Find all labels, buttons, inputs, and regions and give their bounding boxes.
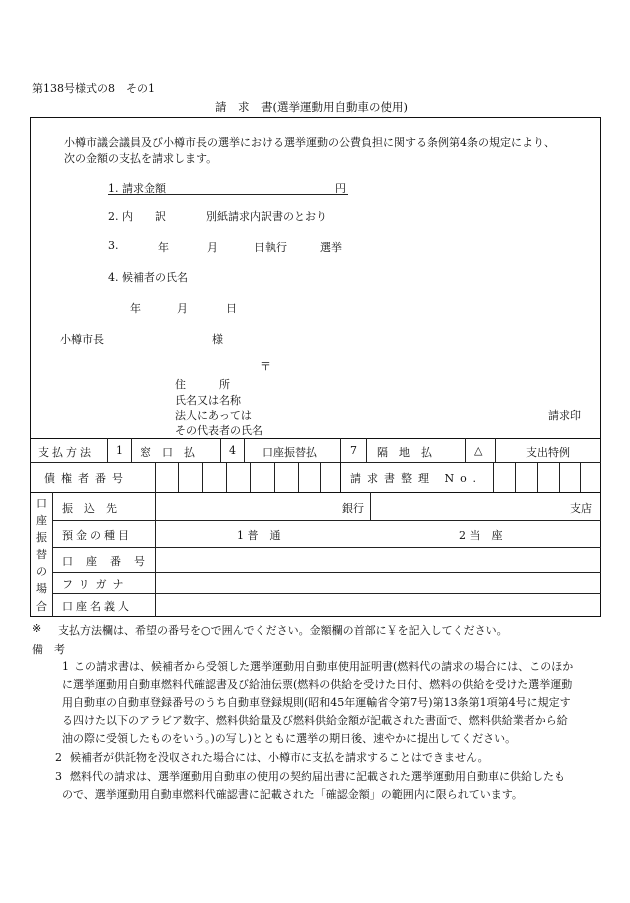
account-number-label: 口座番号 <box>62 555 158 568</box>
date-year: 年 <box>130 302 141 315</box>
election-suffix: 選挙 <box>320 241 342 254</box>
transfer-destination-label: 振 込 先 <box>62 502 117 515</box>
branch-suffix: 支店 <box>570 502 592 515</box>
table-top-line <box>30 438 601 439</box>
breakdown-value: 別紙請求内訳書のとおり <box>206 210 327 223</box>
seal-label: 請求印 <box>548 409 581 422</box>
honorific: 様 <box>212 333 223 346</box>
intro-line-1: 小樽市議会議員及び小樽市長の選挙における選挙運動の公費負担に関する条例第4条の規定により、 <box>64 136 555 149</box>
invoice-box-5 <box>580 462 581 492</box>
claim-amount-label: 1. 請求金額 <box>108 182 166 195</box>
transfer-side-label-1: 口 <box>36 497 47 510</box>
remark-2-number: 2 <box>55 751 62 764</box>
creditor-box-1 <box>178 462 179 492</box>
transfer-side-label-3: 振 <box>36 531 47 544</box>
creditor-invoice-sep <box>340 462 341 492</box>
claim-amount-underline <box>108 194 348 195</box>
creditor-box-6 <box>298 462 299 492</box>
pay-option-7-number: 7 <box>350 444 357 457</box>
pay-option-4-number: 4 <box>229 444 236 457</box>
creditor-box-2 <box>202 462 203 492</box>
table-row-line-3 <box>52 520 601 521</box>
pay-option-7-label[interactable]: 隔 地 払 <box>377 446 432 459</box>
transfer-side-label-5: の <box>36 565 47 578</box>
side-label-sep <box>52 492 53 617</box>
transfer-side-label-4: 替 <box>36 548 47 561</box>
invoice-box-4 <box>559 462 560 492</box>
pay-sep-4 <box>244 438 245 462</box>
invoice-box-1 <box>493 462 494 492</box>
triangle-mark: △ <box>474 444 483 457</box>
account-holder-label: 口座名義人 <box>62 600 132 613</box>
creditor-number-label: 債権者番号 <box>44 472 129 485</box>
payment-note: 支払方法欄は、希望の番号を○で囲んでください。金額欄の首部に￥を記入してください。 <box>58 624 508 637</box>
creditor-box-4 <box>250 462 251 492</box>
candidate-name-label: 4. 候補者の氏名 <box>108 271 188 284</box>
page-title: 請 求 書(選挙運動用自動車の使用) <box>215 100 408 114</box>
pay-sep-6 <box>366 438 367 462</box>
remark-1-line-3: 用自動車の自動車登録番号のうち自動車登録規則(昭和45年運輸省令第7号)第13条第1項第4号に規定す <box>62 696 571 709</box>
transfer-side-label-7: 合 <box>36 600 47 613</box>
pay-sep-7 <box>465 438 466 462</box>
remark-1-line-4: る四けた以下のアラビア数字、燃料供給量及び燃料供給金額が記載された書面で、燃料供給業者から給 <box>62 714 568 727</box>
creditor-box-3 <box>226 462 227 492</box>
table-row-line-5 <box>52 572 601 573</box>
transfer-side-label-2: 座 <box>36 514 47 527</box>
remark-1-line-5: 油の際に受領したものをいう。)の写し)とともに選挙の期日後、速やかに提出してください。 <box>62 732 517 745</box>
intro-line-2: 次の金額の支払を請求します。 <box>64 152 218 165</box>
creditor-label-sep <box>155 462 156 492</box>
election-number: 3. <box>108 239 119 252</box>
name-label: 氏名又は名称 <box>175 394 241 407</box>
remark-1-line-1: この請求書は、候補者から受領した選挙運動用自動車使用証明書(燃料代の請求の場合には、このほか <box>74 660 574 673</box>
remark-2-line-1: 候補者が供託物を没収された場合には、小樽市に支払を請求することはできません。 <box>70 751 489 764</box>
table-row-line-2 <box>30 492 601 493</box>
invoice-box-3 <box>537 462 538 492</box>
table-row-line-4 <box>52 547 601 548</box>
remark-3-number: 3 <box>55 770 62 783</box>
pay-option-1-number: 1 <box>116 444 123 457</box>
invoice-box-2 <box>515 462 516 492</box>
pay-option-4-label[interactable]: 口座振替払 <box>262 446 317 459</box>
note-mark: ※ <box>32 622 42 635</box>
claim-amount-unit: 円 <box>335 182 346 195</box>
furigana-label: フリガナ <box>62 578 130 591</box>
date-day: 日 <box>226 302 237 315</box>
breakdown-label: 2. 内 訳 <box>108 210 166 223</box>
remark-3-line-1: 燃料代の請求は、選挙運動用自動車の使用の契約届出書に記載された選挙運動用自動車に供給したも <box>70 770 565 783</box>
election-month: 月 <box>207 241 218 254</box>
creditor-box-7 <box>320 462 321 492</box>
corp-label: 法人にあっては <box>175 409 252 422</box>
postal-mark: 〒 <box>260 360 271 373</box>
remarks-heading: 備 考 <box>32 643 65 656</box>
pay-sep-3 <box>220 438 221 462</box>
pay-sep-5 <box>340 438 341 462</box>
remark-3-line-2: ので、選挙運動用自動車燃料代確認書に記載された「確認金額」の範囲内に限られています。 <box>62 788 523 801</box>
transfer-side-label-6: 場 <box>36 582 47 595</box>
pay-method-label: 支払方法 <box>38 446 94 459</box>
addressee: 小樽市長 <box>60 333 104 346</box>
election-year: 年 <box>158 241 169 254</box>
bank-branch-sep <box>370 492 371 520</box>
deposit-option-current[interactable]: 2 当 座 <box>459 529 503 542</box>
representative-label: その代表者の氏名 <box>175 424 263 437</box>
pay-sep-1 <box>107 438 108 462</box>
special-expenditure-label: 支出特例 <box>526 446 570 459</box>
remark-1-number: 1 <box>62 660 69 673</box>
election-day: 日執行 <box>254 241 287 254</box>
form-number: 第138号様式の8 その1 <box>32 82 155 95</box>
pay-option-1-label[interactable]: 窓 口 払 <box>140 446 195 459</box>
bank-suffix: 銀行 <box>342 502 364 515</box>
date-month: 月 <box>177 302 188 315</box>
deposit-type-label: 預金の種目 <box>62 529 132 542</box>
address-label: 住 所 <box>175 378 230 391</box>
invoice-number-label: 請求書整理 No. <box>350 472 483 485</box>
remark-1-line-2: に選挙運動用自動車燃料代確認書及び給油伝票(燃料の供給を受けた日付、燃料の供給を受けた選挙運動 <box>62 678 573 691</box>
pay-sep-2 <box>131 438 132 462</box>
pay-sep-8 <box>495 438 496 462</box>
deposit-option-ordinary[interactable]: 1 普 通 <box>237 529 281 542</box>
table-row-line-6 <box>52 593 601 594</box>
creditor-box-5 <box>274 462 275 492</box>
